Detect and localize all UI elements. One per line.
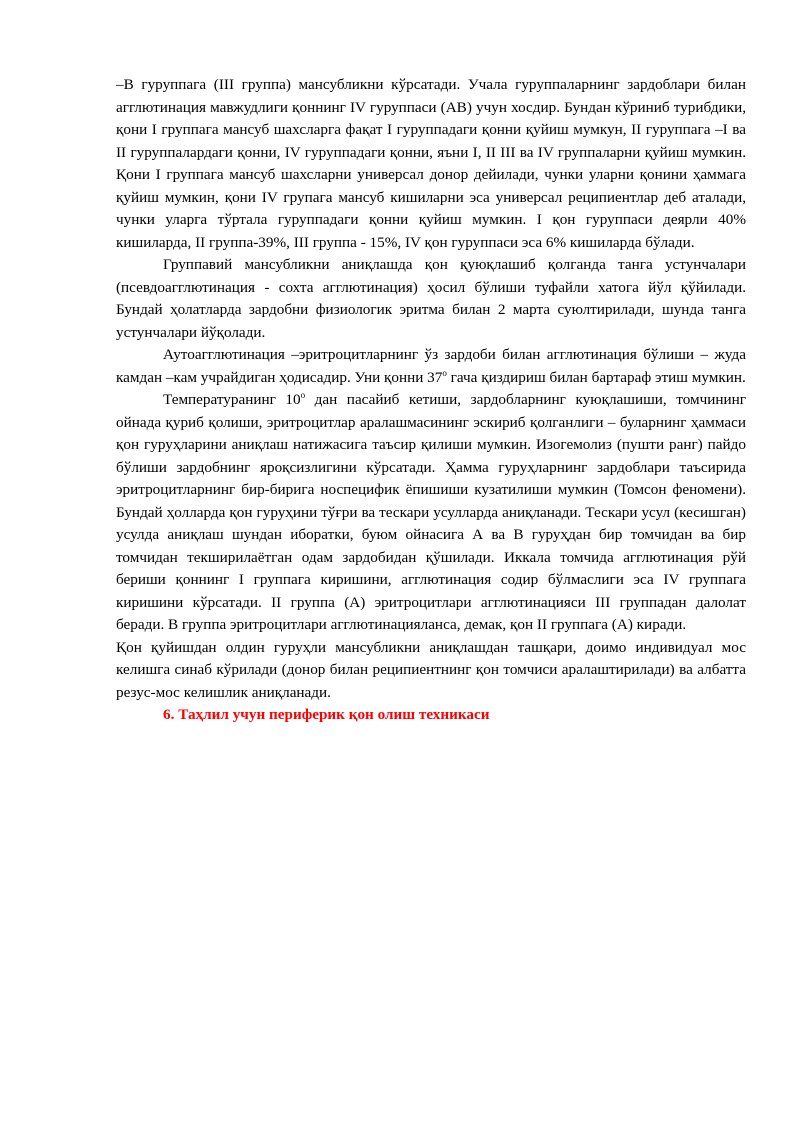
paragraph-temperature-errors — [116, 389, 746, 637]
paragraph-pseudoagglutination: Группавий мансубликни аниқлашда қон қуюқлашиб қолганда танга устунчалари (псевдоагглютинация - сохта агглютинация) ҳосил бўлиши туфайли хатога йўл қўйилади. Бундай ҳолатларда зардобни физиологик эритма билан 2 марта суюлтирилади, шунда танга устунчалари йўқолади. — [116, 256, 746, 341]
temperature-text-end: дан пасайиб кетиши, зардобларнинг куюқлашиши, томчининг ойнада қуриб қолиши, эритроцитлар аралашмасининг эскириб қолганлиги – буларнинг ҳаммаси қон гуруҳларини аниқлаш натижасига таъсир қилиши мумкин. Изогемолиз (пушти ранг) пайдо бўлиши зардобнинг яроқсизлигини кўрсатади. Ҳамма гуруҳларнинг зардоблари таъсирида эритроцитларнинг бир-бирига носпецифик ёпишиши кузатилиши мумкин (Томсон феномени). Бундай ҳолларда қон гуруҳини тўғри ва тескари усулларда аниқланади. Тескари усул (кесишган) усулда аниқлаш шундан иборатки, буюм ойнасига А ва В гуруҳдан бир томчидан ва бир томчидан текширилаётган одам зардобидан қўшилади. Иккала томчида агглютинация рўй бериши қоннинг I группага киришини, агглютинация содир бўлмаслиги эса IV группага киришини кўрсатади. II группа (А) эритроцитлари агглютинацияси III группадан далолат беради. В группа эритроцитлари агглютинацияланса, демак, қон II группага (А) киради. — [116, 391, 746, 633]
paragraph-autoagglutination — [116, 344, 746, 389]
paragraph-blood-groups: –В гуруппага (III группа) мансубликни кўрсатади. Учала гуруппаларнинг зардоблари билан агглютинация мавжудлиги қоннинг IV гуруппаси (АВ) учун хосдир. Бундан кўриниб турибдики, қони I группага мансуб шахсларга фақат I гуруппадаги қонни қуйиш мумкун, II гуруппага –I ва II гуруппалардаги қонни, IV гуруппадаги қонни, яъни I, II III ва IV группаларни қуйиш мумкин. Қони I группага мансуб шахсларни универсал донор дейилади, чунки уларни қонини ҳаммага қуйиш мумкин, қони IV групага мансуб кишиларни эса универсал реципиентлар деб аталади, чунки уларга тўртала гуруппадаги қонни қуйиш мумкин. I қон гуруппаси деярли 40% кишиларда, II группа-39%, III группа - 15%, IV қон гуруппаси эса 6% кишиларда бўлади. — [116, 76, 746, 251]
temperature-text-start: Температуранинг 10 — [163, 391, 301, 408]
degree-superscript: о — [442, 367, 447, 378]
section-heading: 6. Таҳлил учун периферик қон олиш техникаси — [163, 706, 490, 723]
degree-superscript: о — [300, 390, 306, 400]
autoagglutination-text-end: гача қиздириш билан бартараф этиш мумкин. — [446, 368, 746, 386]
autoagglutination-text-start: Аутоагглютинация –эритроцитларнинг ўз зардоби билан агглютинация бўлиши – жуда камдан –кам учрайдиган ҳодисадир. Уни қонни 37 — [116, 346, 746, 386]
document-page — [116, 74, 746, 727]
paragraph-compatibility-test: Қон қуйишдан олдин гуруҳли мансубликни аниқлашдан ташқари, доимо индивидуал мос келишга синаб кўрилади (донор билан реципиентнинг қон томчиси аралаштирилади) ва албатта резус-мос келишлик аниқланади. — [116, 638, 746, 701]
